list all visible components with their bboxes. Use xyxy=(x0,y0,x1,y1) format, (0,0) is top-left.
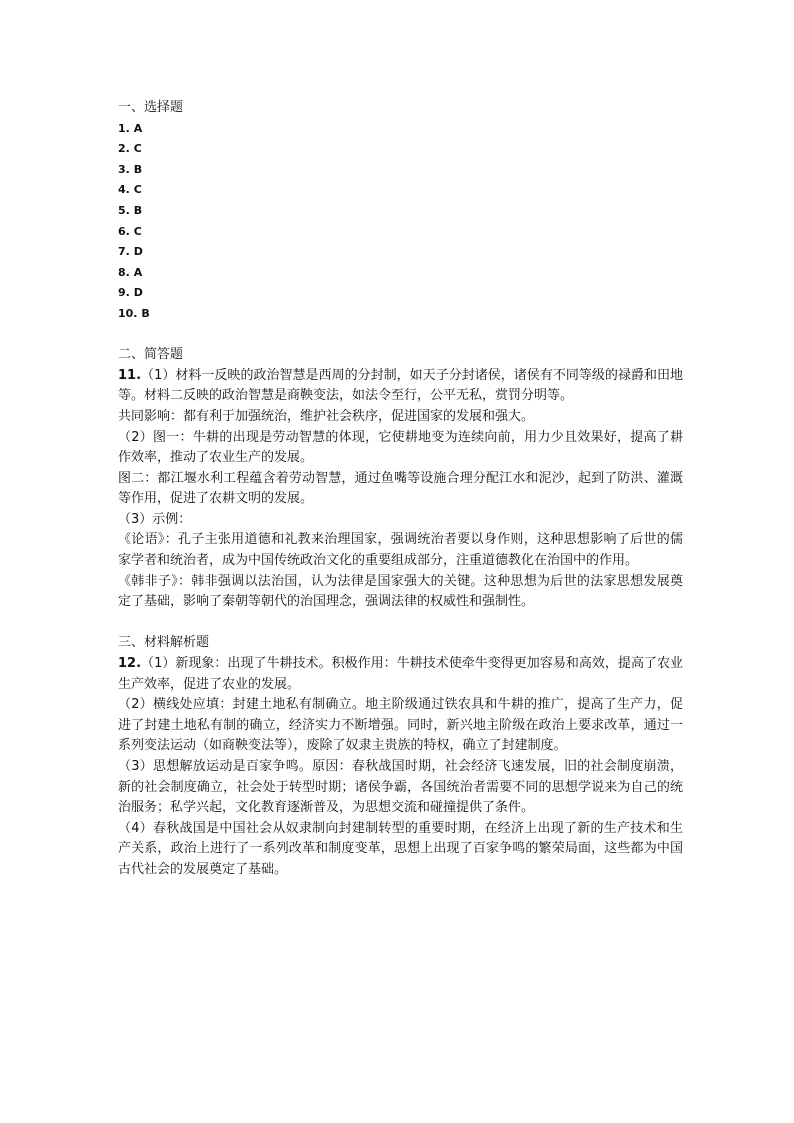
answer-sheet xyxy=(118,98,683,881)
q12-part3: （3）思想解放运动是百家争鸣。原因：春秋战国时期，社会经济飞速发展，旧的社会制度崩溃，新的社会制度确立，社会处于转型时期；诸侯争霸，各国统治者需要不同的思想学说来为自己的统治服务；私学兴起，文化教育逐渐普及，为思想交流和碰撞提供了条件。 xyxy=(118,759,683,816)
choice-answer-list xyxy=(118,119,683,325)
q11-common-impact: 共同影响：都有利于加强统治，维护社会秩序，促进国家的发展和强大。 xyxy=(118,408,535,424)
q11-part2-figure1: （2）图一：牛耕的出现是劳动智慧的体现，它使耕地变为连续向前，用力少且效果好，提高了耕作效率，推动了农业生产的发展。 xyxy=(118,429,683,466)
list-item: 8. A xyxy=(118,265,143,279)
list-item: 1. A xyxy=(118,121,143,135)
q11-part2-figure2: 图二：都江堰水利工程蕴含着劳动智慧，通过鱼嘴等设施合理分配江水和泥沙，起到了防洪、灌溉等作用，促进了农耕文明的发展。 xyxy=(118,470,683,507)
q11-part1: 11.（1）材料一反映的政治智慧是西周的分封制，如天子分封诸侯，诸侯有不同等级的禄爵和田地等。材料二反映的政治智慧是商鞅变法，如法令至行，公平无私，赏罚分明等。 xyxy=(118,367,683,404)
q12-part4: （4）春秋战国是中国社会从奴隶制向封建制转型的重要时期，在经济上出现了新的生产技术和生产关系，政治上进行了一系列改革和制度变革，思想上出现了百家争鸣的繁荣局面，这些都为中国古代社会的发展奠定了基础。 xyxy=(118,820,683,877)
list-item: 4. C xyxy=(118,183,142,197)
section-heading-material-analysis: 三、材料解析题 xyxy=(118,635,210,651)
q12-part1: 12.（1）新现象：出现了牛耕技术。积极作用：牛耕技术使牵牛变得更加容易和高效，提高了农业生产效率，促进了农业的发展。 xyxy=(118,656,683,692)
list-item: 3. B xyxy=(118,162,143,176)
list-item: 2. C xyxy=(118,142,142,156)
list-item: 5. B xyxy=(118,203,143,217)
list-item: 10. B xyxy=(118,306,150,320)
list-item: 7. D xyxy=(118,245,143,259)
q11-hanfeizi: 《韩非子》：韩非强调以法治国，认为法律是国家强大的关键。这种思想为后世的法家思想发展奠定了基础，影响了秦朝等朝代的治国理念，强调法律的权威性和强制性。 xyxy=(118,573,683,610)
q11-lunyu: 《论语》：孔子主张用道德和礼教来治理国家，强调统治者要以身作则，这种思想影响了后世的儒家学者和统治者，成为中国传统政治文化的重要组成部分，注重道德教化在治国中的作用。 xyxy=(118,532,683,569)
list-item: 6. C xyxy=(118,224,142,238)
q12-part2: （2）横线处应填：封建土地私有制确立。地主阶级通过铁农具和牛耕的推广，提高了生产力，促进了封建土地私有制的确立，经济实力不断增强。同时，新兴地主阶级在政治上要求改革，通过一系列变法运动（如商鞅变法等），废除了奴隶主贵族的特权，确立了封建制度。 xyxy=(118,697,683,754)
section-heading-short-answer: 二、简答题 xyxy=(118,347,184,363)
q11-part3-label: （3）示例： xyxy=(118,511,192,527)
section-heading-choice: 一、选择题 xyxy=(118,100,184,115)
list-item: 9. D xyxy=(118,286,143,300)
spacer xyxy=(118,613,683,634)
